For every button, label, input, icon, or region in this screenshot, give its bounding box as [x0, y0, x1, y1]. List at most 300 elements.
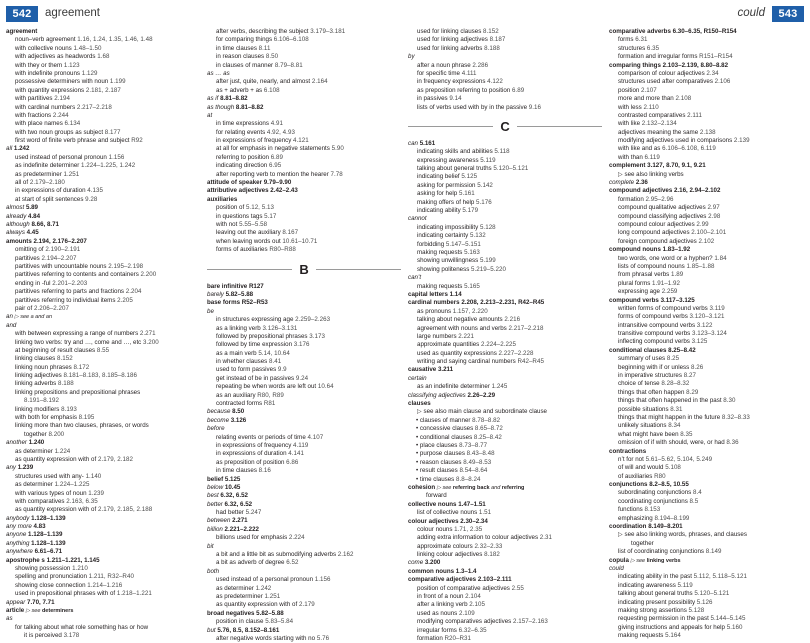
index-subentry[interactable] [408, 492, 602, 500]
index-headword[interactable] [408, 568, 602, 576]
index-subentry[interactable] [6, 263, 200, 271]
index-subentry[interactable] [609, 263, 803, 271]
index-subentry[interactable] [609, 145, 803, 153]
index-subentry[interactable] [609, 204, 803, 212]
index-subentry[interactable] [6, 162, 200, 170]
index-subentry[interactable] [6, 389, 200, 397]
index-subentry[interactable] [609, 120, 803, 128]
index-subentry[interactable] [408, 551, 602, 559]
index-subentry[interactable] [609, 506, 803, 514]
index-subentry[interactable] [609, 112, 803, 120]
index-headword[interactable] [6, 221, 200, 229]
index-headword[interactable] [408, 299, 602, 307]
index-headword[interactable] [6, 213, 200, 221]
index-subentry[interactable] [6, 36, 200, 44]
index-subentry[interactable] [6, 246, 200, 254]
index-subentry[interactable] [207, 238, 401, 246]
index-subentry[interactable] [6, 120, 200, 128]
index-headword[interactable] [207, 299, 401, 307]
index-headword[interactable] [408, 501, 602, 509]
index-subentry[interactable] [6, 288, 200, 296]
index-subentry[interactable] [609, 313, 803, 321]
index-subentry[interactable] [6, 62, 200, 70]
index-subentry[interactable] [408, 383, 602, 391]
index-subentry[interactable] [408, 257, 602, 265]
index-subentry[interactable] [207, 601, 401, 609]
index-subentry[interactable] [6, 45, 200, 53]
index-subentry[interactable] [609, 464, 803, 472]
index-subentry[interactable] [408, 325, 602, 333]
index-subentry[interactable] [6, 187, 200, 195]
index-headword[interactable] [609, 28, 803, 36]
index-subentry[interactable] [609, 238, 803, 246]
index-subentry[interactable] [609, 439, 803, 447]
index-subentry[interactable] [408, 95, 602, 103]
index-headword[interactable] [408, 274, 602, 282]
index-subentry[interactable] [207, 358, 401, 366]
index-subentry[interactable] [6, 355, 200, 363]
index-subentry[interactable] [609, 632, 803, 640]
index-subentry[interactable] [609, 213, 803, 221]
index-subentry[interactable] [6, 506, 200, 514]
index-subentry[interactable] [207, 635, 401, 643]
index-subentry[interactable] [207, 87, 401, 95]
index-subentry[interactable] [6, 196, 200, 204]
index-headword[interactable] [6, 238, 200, 246]
index-subentry[interactable] [207, 137, 401, 145]
index-subentry[interactable] [408, 442, 602, 450]
index-subentry[interactable] [207, 325, 401, 333]
index-headword[interactable] [609, 481, 803, 489]
index-headword[interactable] [207, 627, 401, 635]
index-headword[interactable] [207, 425, 401, 433]
index-headword[interactable] [6, 313, 200, 321]
index-headword[interactable] [207, 543, 401, 551]
index-subentry[interactable] [408, 543, 602, 551]
index-subentry[interactable] [609, 515, 803, 523]
index-subentry[interactable] [6, 590, 200, 598]
index-subentry[interactable] [609, 87, 803, 95]
index-subentry[interactable] [408, 87, 602, 95]
index-subentry[interactable] [408, 408, 602, 416]
index-subentry[interactable] [6, 297, 200, 305]
index-subentry[interactable] [408, 78, 602, 86]
index-subentry[interactable] [6, 582, 200, 590]
index-subentry[interactable] [408, 526, 602, 534]
index-headword[interactable] [6, 540, 200, 548]
index-headword[interactable] [408, 576, 602, 584]
index-subentry[interactable] [408, 266, 602, 274]
entry-text: with partitives [15, 95, 55, 103]
index-headword[interactable] [408, 140, 602, 148]
index-subentry[interactable] [408, 434, 602, 442]
index-subentry[interactable] [6, 305, 200, 313]
index-subentry[interactable] [207, 509, 401, 517]
index-subentry[interactable] [207, 442, 401, 450]
index-subentry[interactable] [207, 316, 401, 324]
index-subentry[interactable] [609, 531, 803, 539]
index-subentry[interactable] [6, 78, 200, 86]
index-headword[interactable] [6, 145, 200, 153]
index-subentry[interactable] [408, 467, 602, 475]
index-headword[interactable] [609, 62, 803, 70]
index-headword[interactable] [609, 523, 803, 531]
index-subentry[interactable] [609, 78, 803, 86]
index-subentry[interactable] [609, 456, 803, 464]
index-subentry[interactable] [408, 425, 602, 433]
index-subentry[interactable] [207, 333, 401, 341]
index-subentry[interactable] [408, 610, 602, 618]
index-subentry[interactable] [408, 601, 602, 609]
entry-term-italic: below [207, 483, 224, 491]
index-subentry[interactable] [609, 422, 803, 430]
index-subentry[interactable] [408, 36, 602, 44]
index-headword[interactable] [609, 162, 803, 170]
index-subentry[interactable] [609, 607, 803, 615]
index-subentry[interactable] [609, 548, 803, 556]
index-subentry[interactable] [6, 632, 200, 640]
index-subentry[interactable] [207, 229, 401, 237]
index-subentry[interactable] [408, 341, 602, 349]
index-subentry[interactable] [609, 540, 803, 548]
index-subentry[interactable] [609, 196, 803, 204]
index-subentry[interactable] [6, 473, 200, 481]
index-subentry[interactable] [609, 305, 803, 313]
index-headword[interactable] [207, 408, 401, 416]
index-headword[interactable] [6, 28, 200, 36]
index-subentry[interactable] [6, 448, 200, 456]
index-subentry[interactable] [609, 95, 803, 103]
index-subentry[interactable] [207, 593, 401, 601]
index-headword[interactable] [207, 179, 401, 187]
index-subentry[interactable] [6, 406, 200, 414]
index-subentry[interactable] [207, 375, 401, 383]
index-subentry[interactable] [408, 358, 602, 366]
index-headword[interactable] [6, 204, 200, 212]
index-headword[interactable] [6, 548, 200, 556]
index-subentry[interactable] [408, 104, 602, 112]
index-subentry[interactable] [408, 232, 602, 240]
index-subentry[interactable] [207, 618, 401, 626]
index-headword[interactable] [207, 568, 401, 576]
index-subentry[interactable] [609, 489, 803, 497]
index-headword[interactable] [207, 610, 401, 618]
index-subentry[interactable] [6, 565, 200, 573]
index-subentry[interactable] [6, 380, 200, 388]
index-subentry[interactable] [609, 221, 803, 229]
index-headword[interactable] [609, 187, 803, 195]
index-subentry[interactable] [408, 70, 602, 78]
index-headword[interactable] [609, 557, 803, 565]
index-subentry[interactable] [207, 450, 401, 458]
index-subentry[interactable] [6, 129, 200, 137]
index-subentry[interactable] [207, 383, 401, 391]
index-headword[interactable] [6, 615, 200, 623]
index-subentry[interactable] [207, 551, 401, 559]
index-subentry[interactable] [6, 330, 200, 338]
index-subentry[interactable] [609, 372, 803, 380]
index-subentry[interactable] [207, 204, 401, 212]
index-subentry[interactable] [609, 129, 803, 137]
index-subentry[interactable] [609, 288, 803, 296]
index-subentry[interactable] [408, 585, 602, 593]
index-subentry[interactable] [408, 241, 602, 249]
index-subentry[interactable] [207, 467, 401, 475]
index-headword[interactable] [6, 515, 200, 523]
index-subentry[interactable] [207, 162, 401, 170]
index-subentry[interactable] [408, 283, 602, 291]
index-subentry[interactable] [207, 129, 401, 137]
index-subentry[interactable] [207, 350, 401, 358]
index-subentry[interactable] [408, 45, 602, 53]
index-subentry[interactable] [609, 624, 803, 632]
index-subentry[interactable] [6, 255, 200, 263]
index-subentry[interactable] [207, 221, 401, 229]
index-headword[interactable] [6, 523, 200, 531]
index-subentry[interactable] [609, 406, 803, 414]
index-subentry[interactable] [6, 624, 200, 632]
index-subentry[interactable] [408, 509, 602, 517]
index-subentry[interactable] [6, 397, 200, 405]
index-subentry[interactable] [6, 87, 200, 95]
index-headword[interactable] [6, 229, 200, 237]
index-subentry[interactable] [207, 459, 401, 467]
index-subentry[interactable] [6, 414, 200, 422]
index-headword[interactable] [207, 95, 401, 103]
index-subentry[interactable] [6, 456, 200, 464]
index-headword[interactable] [207, 526, 401, 534]
index-headword[interactable] [408, 392, 602, 400]
index-subentry[interactable] [609, 255, 803, 263]
index-subentry[interactable] [609, 573, 803, 581]
index-subentry[interactable] [408, 28, 602, 36]
index-subentry[interactable] [609, 229, 803, 237]
index-headword[interactable] [609, 448, 803, 456]
index-headword[interactable] [207, 501, 401, 509]
index-subentry[interactable] [408, 417, 602, 425]
index-subentry[interactable] [609, 70, 803, 78]
index-subentry[interactable] [609, 338, 803, 346]
index-subentry[interactable] [6, 422, 200, 430]
index-subentry[interactable] [207, 534, 401, 542]
index-headword[interactable] [6, 322, 200, 330]
index-headword[interactable] [609, 179, 803, 187]
index-entry [609, 246, 803, 296]
index-subentry[interactable] [609, 322, 803, 330]
index-subentry[interactable] [207, 213, 401, 221]
index-subentry[interactable] [207, 36, 401, 44]
index-subentry[interactable] [6, 271, 200, 279]
cross-reference: and [481, 408, 496, 416]
index-subentry[interactable] [609, 45, 803, 53]
entry-text: in questions tags [216, 212, 265, 220]
index-subentry[interactable] [609, 364, 803, 372]
index-subentry[interactable] [609, 414, 803, 422]
index-subentry[interactable] [207, 585, 401, 593]
index-headword[interactable] [6, 439, 200, 447]
section-reference: 8.188 [484, 44, 500, 52]
index-subentry[interactable] [207, 154, 401, 162]
index-subentry[interactable] [609, 431, 803, 439]
index-subentry[interactable] [207, 53, 401, 61]
index-headword[interactable] [6, 464, 200, 472]
index-subentry[interactable] [609, 36, 803, 44]
entry-text: as adverb of degree [227, 559, 287, 567]
index-subentry[interactable] [207, 120, 401, 128]
index-subentry[interactable] [609, 599, 803, 607]
index-subentry[interactable] [6, 95, 200, 103]
index-subentry[interactable] [207, 434, 401, 442]
index-subentry[interactable] [609, 380, 803, 388]
index-headword[interactable] [207, 492, 401, 500]
index-headword[interactable] [6, 557, 200, 565]
index-subentry[interactable] [207, 45, 401, 53]
index-subentry[interactable] [609, 137, 803, 145]
index-subentry[interactable] [408, 618, 602, 626]
index-subentry[interactable] [6, 573, 200, 581]
index-subentry[interactable] [408, 635, 602, 643]
entry-text: forms of auxiliaries [216, 246, 270, 254]
index-subentry[interactable] [609, 397, 803, 405]
index-subentry[interactable] [6, 372, 200, 380]
index-subentry[interactable] [408, 199, 602, 207]
index-subentry[interactable] [6, 53, 200, 61]
index-subentry[interactable] [207, 400, 401, 408]
index-subentry[interactable] [609, 582, 803, 590]
index-subentry[interactable] [207, 246, 401, 254]
index-subentry[interactable] [6, 104, 200, 112]
index-subentry[interactable] [408, 173, 602, 181]
index-subentry[interactable] [408, 333, 602, 341]
index-subentry[interactable] [6, 347, 200, 355]
index-headword[interactable] [408, 366, 602, 374]
index-subentry[interactable] [408, 350, 602, 358]
index-subentry[interactable] [609, 280, 803, 288]
index-subentry[interactable] [207, 145, 401, 153]
index-subentry[interactable] [6, 179, 200, 187]
index-subentry[interactable] [408, 190, 602, 198]
index-subentry[interactable] [207, 559, 401, 567]
index-subentry[interactable] [6, 498, 200, 506]
index-headword[interactable] [6, 599, 200, 607]
index-headword[interactable] [207, 308, 401, 316]
index-subentry[interactable] [408, 62, 602, 70]
index-subentry[interactable] [408, 450, 602, 458]
index-headword[interactable] [207, 476, 401, 484]
index-subentry[interactable] [6, 481, 200, 489]
index-subentry[interactable] [408, 459, 602, 467]
index-subentry[interactable] [408, 316, 602, 324]
index-subentry[interactable] [6, 154, 200, 162]
index-subentry[interactable] [408, 249, 602, 257]
index-subentry[interactable] [207, 366, 401, 374]
index-subentry[interactable] [6, 490, 200, 498]
index-subentry[interactable] [609, 271, 803, 279]
index-subentry[interactable] [609, 154, 803, 162]
entry-reference: 2.208, 2.213–2.231, R42–R45 [459, 299, 545, 307]
index-headword[interactable] [408, 375, 602, 383]
index-headword[interactable] [6, 531, 200, 539]
index-headword[interactable] [408, 484, 602, 492]
index-subentry[interactable] [6, 280, 200, 288]
index-headword[interactable] [207, 283, 401, 291]
index-headword[interactable] [408, 53, 602, 61]
index-subentry[interactable] [609, 355, 803, 363]
index-subentry[interactable] [408, 165, 602, 173]
index-subentry[interactable] [408, 627, 602, 635]
section-reference: 2.95–2.96 [645, 195, 674, 203]
index-subentry[interactable] [207, 28, 401, 36]
index-subentry[interactable] [6, 137, 200, 145]
index-subentry[interactable] [408, 148, 602, 156]
index-subentry[interactable] [6, 364, 200, 372]
index-headword[interactable] [207, 291, 401, 299]
index-subentry[interactable] [6, 171, 200, 179]
index-subentry[interactable] [207, 341, 401, 349]
index-subentry[interactable] [408, 207, 602, 215]
index-headword[interactable] [207, 517, 401, 525]
index-subentry[interactable] [408, 593, 602, 601]
index-subentry[interactable] [408, 534, 602, 542]
entry-text: + adverb + [222, 86, 256, 94]
index-headword[interactable] [408, 215, 602, 223]
index-subentry[interactable] [609, 53, 803, 61]
index-headword[interactable] [207, 104, 401, 112]
index-headword[interactable] [207, 196, 401, 204]
index-headword[interactable] [6, 607, 200, 615]
section-reference: 2.201–2.203 [50, 279, 88, 287]
index-subentry[interactable] [6, 112, 200, 120]
index-subentry[interactable] [408, 308, 602, 316]
index-headword[interactable] [207, 417, 401, 425]
index-subentry[interactable] [609, 330, 803, 338]
entry-term-italic: at [207, 111, 213, 119]
index-headword[interactable] [408, 559, 602, 567]
index-headword[interactable] [207, 70, 401, 78]
index-headword[interactable] [408, 518, 602, 526]
index-subentry[interactable] [6, 431, 200, 439]
index-subentry[interactable] [408, 476, 602, 484]
index-subentry[interactable] [609, 389, 803, 397]
index-headword[interactable] [609, 246, 803, 254]
index-subentry[interactable] [207, 78, 401, 86]
entry-text: • place clauses [416, 441, 460, 449]
index-headword[interactable] [609, 297, 803, 305]
index-headword[interactable] [207, 484, 401, 492]
index-subentry[interactable] [609, 473, 803, 481]
index-headword[interactable] [609, 347, 803, 355]
index-subentry[interactable] [207, 576, 401, 584]
index-headword[interactable] [408, 291, 602, 299]
index-subentry[interactable] [609, 171, 803, 179]
index-subentry[interactable] [408, 157, 602, 165]
index-subentry[interactable] [609, 615, 803, 623]
index-subentry[interactable] [207, 62, 401, 70]
index-subentry[interactable] [408, 182, 602, 190]
index-headword[interactable] [207, 187, 401, 195]
index-subentry[interactable] [408, 224, 602, 232]
index-subentry[interactable] [609, 498, 803, 506]
index-subentry[interactable] [207, 392, 401, 400]
index-headword[interactable] [207, 112, 401, 120]
index-subentry[interactable] [207, 171, 401, 179]
index-subentry[interactable] [6, 339, 200, 347]
index-headword[interactable] [408, 400, 602, 408]
index-headword[interactable] [609, 565, 803, 573]
index-subentry[interactable] [609, 104, 803, 112]
index-subentry[interactable] [6, 70, 200, 78]
index-subentry[interactable] [609, 590, 803, 598]
